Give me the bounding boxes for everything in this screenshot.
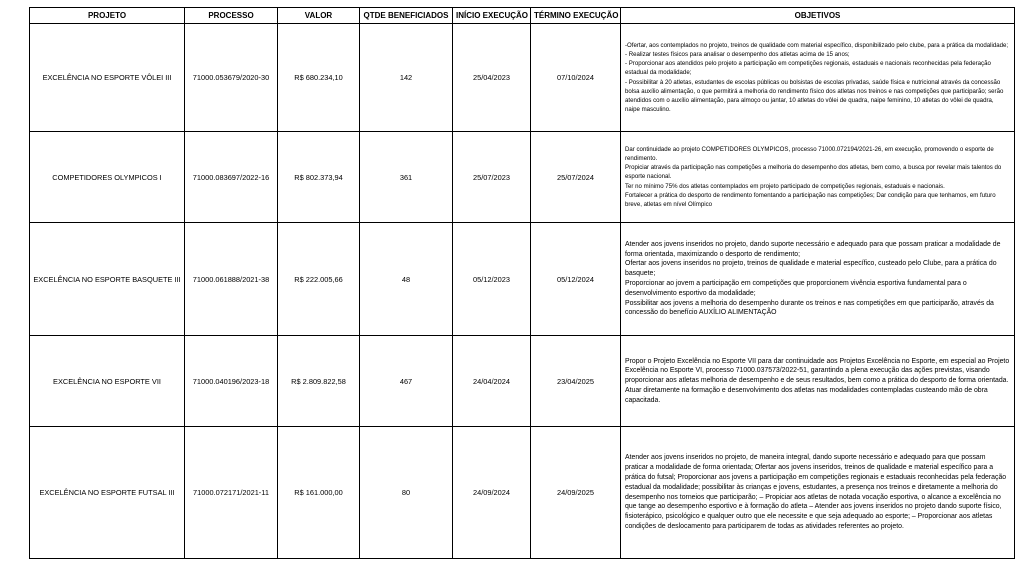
objetivos-text: -Ofertar, aos contemplados no projeto, treinos de qualidade com material específico, disponibilizado pelo clube, para a prática da modalidade; - Realizar testes físicos para analisar o desempenho dos atletas acima de 15 anos; - Proporcionar aos atendidos pelo projeto a participação em competições regionais, estaduais e nacionais reconhecidas pela federação estadual da modalidade; - Possibilitar à 20 atletas, estudantes de escolas públicas ou bolsistas de escolas privadas, saúde física e nutricional através da concessão bolsa auxílio alimentação, o que permitirá a melhoria do rendimento físico dos atletas nos treinos e nas competições que participarão; serão atendidos com o auxílio alimentação, para almoço ou jantar, 10 atletas do vôlei de quadra, naipe feminino, 10 atletas do vôlei de quadra, naipe masculino. <box>625 41 1009 113</box>
cell-processo: 71000.072171/2021-11 <box>185 427 278 559</box>
cell-inicio: 24/09/2024 <box>453 427 531 559</box>
cell-valor: R$ 802.373,94 <box>278 132 360 223</box>
cell-inicio: 25/07/2023 <box>453 132 531 223</box>
cell-objetivos <box>621 223 1015 336</box>
header-objetivos: OBJETIVOS <box>621 8 1015 24</box>
cell-processo: 71000.040196/2023-18 <box>185 336 278 427</box>
header-termino-execucao: TÉRMINO EXECUÇÃO <box>531 8 621 24</box>
objetivos-text: Propor o Projeto Excelência no Esporte VII para dar continuidade aos Projetos Excelência no Esporte, em especial ao Projeto Excelência no Esporte VI, processo 71000.037573/2022-51, garantindo a plena execução das ações previstas, visando proporcionar aos atletas melhoria de desempenho e de seus resultados, bem como a prática do desporto de forma orientada. Atuar diretamente na formação e desenvolvimento dos atletas nas modalidades contempladas custeando mão de obra capacitada. <box>625 357 1010 404</box>
cell-objetivos <box>621 132 1015 223</box>
cell-projeto: EXCELÊNCIA NO ESPORTE BASQUETE III <box>30 223 185 336</box>
cell-qtde: 142 <box>360 24 453 132</box>
cell-qtde: 361 <box>360 132 453 223</box>
cell-qtde: 80 <box>360 427 453 559</box>
table-header-row <box>30 8 1015 24</box>
table-row <box>30 24 1015 132</box>
cell-termino: 05/12/2024 <box>531 223 621 336</box>
header-projeto: PROJETO <box>30 8 185 24</box>
table-row <box>30 132 1015 223</box>
table-row <box>30 336 1015 427</box>
cell-termino: 23/04/2025 <box>531 336 621 427</box>
cell-inicio: 05/12/2023 <box>453 223 531 336</box>
cell-projeto: EXCELÊNCIA NO ESPORTE VÔLEI III <box>30 24 185 132</box>
header-valor: VALOR <box>278 8 360 24</box>
cell-projeto: EXCELÊNCIA NO ESPORTE VII <box>30 336 185 427</box>
header-inicio-execucao: INÍCIO EXECUÇÃO <box>453 8 531 24</box>
cell-processo: 71000.053679/2020-30 <box>185 24 278 132</box>
cell-inicio: 24/04/2024 <box>453 336 531 427</box>
cell-termino: 25/07/2024 <box>531 132 621 223</box>
cell-qtde: 48 <box>360 223 453 336</box>
header-processo: PROCESSO <box>185 8 278 24</box>
cell-projeto: EXCELÊNCIA NO ESPORTE FUTSAL III <box>30 427 185 559</box>
cell-termino: 24/09/2025 <box>531 427 621 559</box>
header-qtde-beneficiados: QTDE BENEFICIADOS <box>360 8 453 24</box>
cell-valor: R$ 2.809.822,58 <box>278 336 360 427</box>
cell-objetivos <box>621 336 1015 427</box>
cell-valor: R$ 222.005,66 <box>278 223 360 336</box>
cell-inicio: 25/04/2023 <box>453 24 531 132</box>
projects-table <box>29 7 1015 559</box>
cell-termino: 07/10/2024 <box>531 24 621 132</box>
table-row <box>30 427 1015 559</box>
objetivos-text: Dar continuidade ao projeto COMPETIDORES OLYMPICOS, processo 71000.072194/2021-26, em execução, promovendo o esporte de rendimento. Propiciar através da participação nas competições a melhoria do desempenho dos atletas, bem como, a busca por revelar mais talentos do esporte nacional. Ter no mínimo 75% dos atletas contemplados em projeto participado de competições regionais, estaduais e nacionais. Fortalecer a prática do desporto de rendimento fomentando a participação nas competições; Dar condição para que tenhamos, em futuro breve, atletas em nível Olímpico <box>625 146 1002 208</box>
cell-processo: 71000.061888/2021-38 <box>185 223 278 336</box>
table-row <box>30 223 1015 336</box>
cell-objetivos <box>621 24 1015 132</box>
cell-processo: 71000.083697/2022-16 <box>185 132 278 223</box>
cell-valor: R$ 680.234,10 <box>278 24 360 132</box>
cell-objetivos <box>621 427 1015 559</box>
cell-qtde: 467 <box>360 336 453 427</box>
objetivos-text: Atender aos jovens inseridos no projeto, dando suporte necessário e adequado para que possam praticar a modalidade de forma orientada, maximizando o desporto de rendimento; Ofertar aos jovens inseridos no projeto, treinos de qualidade e material específico, custeado pelo Clube, para a prática do basquete; Proporcionar ao jovem a participação em competições que proporcionem vivência esportiva fundamental para o desenvolvimento esportivo da modalidade; Possibilitar aos jovens a melhoria do desempenho durante os treinos e nas competições em que participarão, através da concessão do benefício AUXÍLIO ALIMENTAÇÃO <box>625 240 1001 317</box>
cell-valor: R$ 161.000,00 <box>278 427 360 559</box>
cell-projeto: COMPETIDORES OLYMPICOS I <box>30 132 185 223</box>
objetivos-text: Atender aos jovens inseridos no projeto, de maneira integral, dando suporte necessário e adequado para que possam praticar a modalidade de forma orientada; Ofertar aos jovens inseridos, treinos de qualidade e material específico para a prática do futsal; Proporcionar aos jovens a participação em competições regionais e estaduais reconhecidas pela federação estadual da modalidade; possibilitar às crianças e jovens, estudantes, a presença nos treinos e diretamente a melhoria do desempenho nos torneios que participarão; – Propiciar aos atletas de notada vocação esportiva, o alcance a excelência no que tange ao desempenho esportivo e à formação do atleta – Atender aos jovens inseridos no projeto dando suporte físico, fisioterápico, psicológico e qualquer outro que ele necessite e que seja adequado ao esporte; – Proporcionar aos atletas condições de deslocamento para participarem de todas as atividades referentes ao projeto. <box>625 454 1007 530</box>
